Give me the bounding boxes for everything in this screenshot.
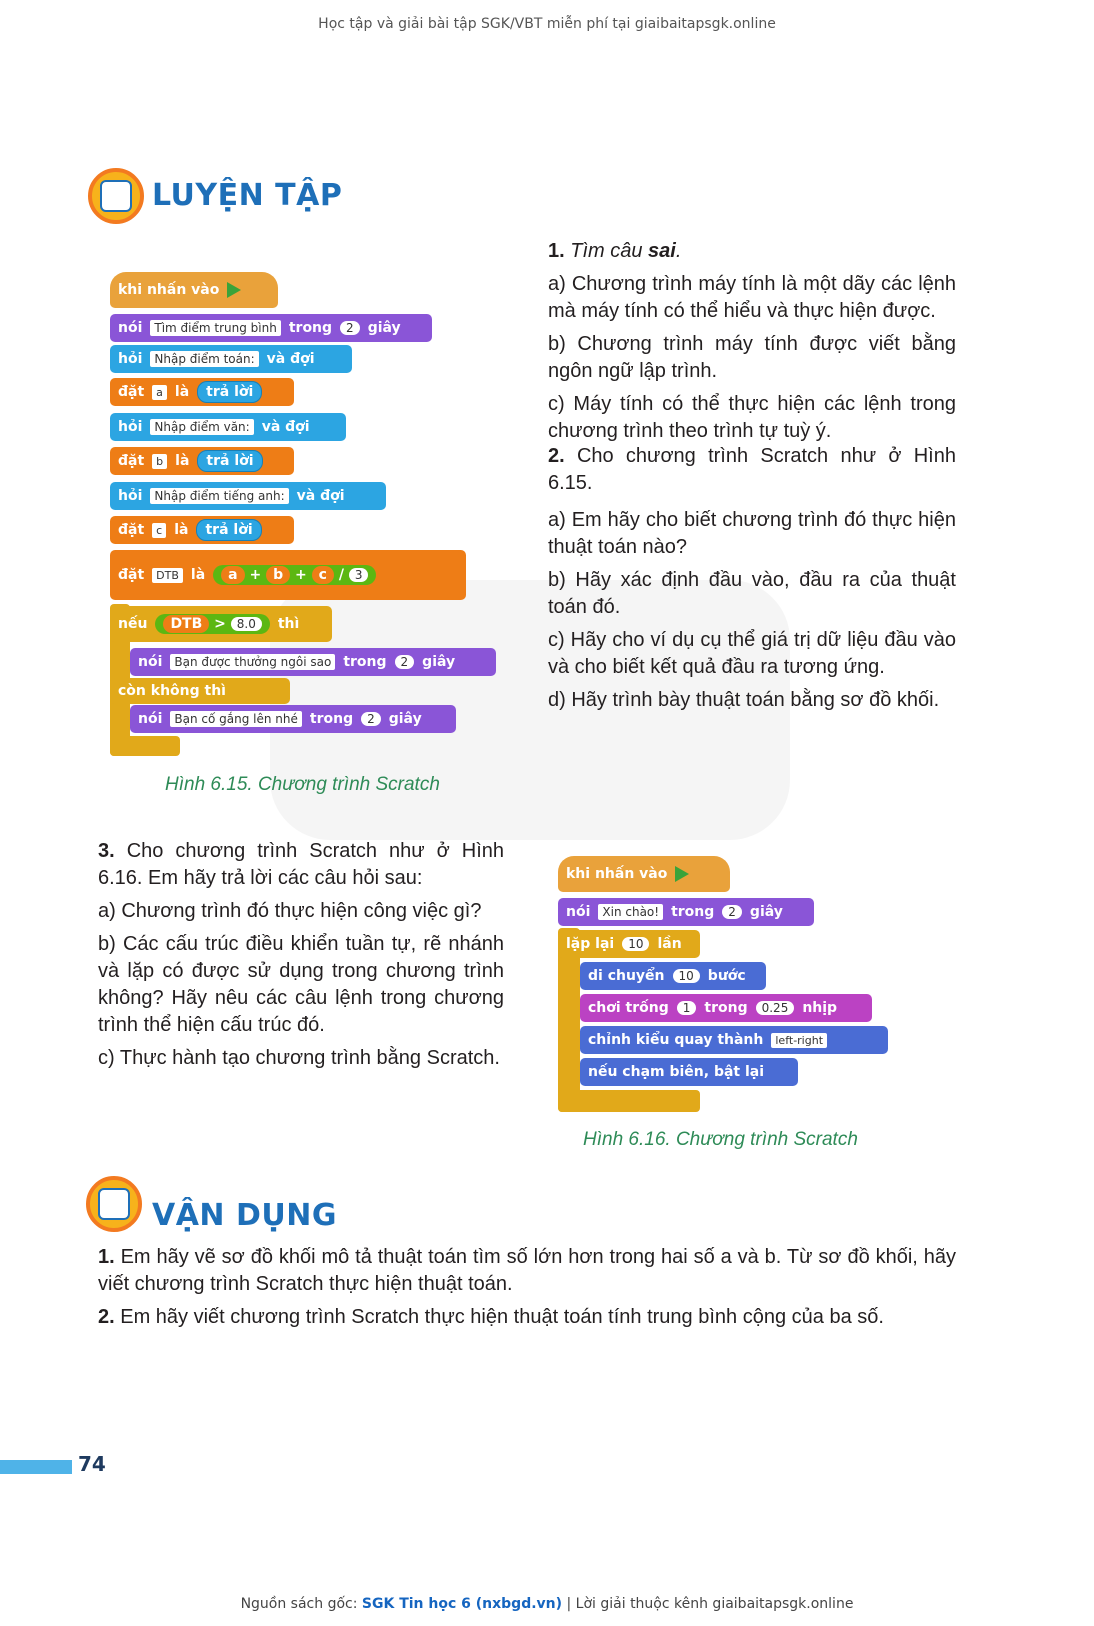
- rotation-style-block: chỉnh kiểu quay thành left-right: [580, 1026, 888, 1054]
- question-3: 3. Cho chương trình Scratch như ở Hình 6.16. Em hãy trả lời các câu hỏi sau: a) Chương trình đó thực hiện công việc gì? b) Các cấu trúc điều khiển tuần tự, rẽ nhánh và lặp có được sử dụng trong chương trình không? Hãy nêu các câu lệnh trong chương trình thể hiện cấu trúc đó. c) Thực hành tạo chương trình bằng Scratch.: [98, 840, 504, 1069]
- else-label: còn không thì: [110, 678, 290, 704]
- set-block: đặt b là trả lời: [110, 447, 294, 475]
- repeat-bottom: [558, 1090, 700, 1112]
- drum-block: chơi trống 1 trong 0.25 nhịp: [580, 994, 872, 1022]
- application-questions: 1. Em hãy vẽ sơ đồ khối mô tả thuật toán tìm số lớn hơn trong hai số a và b. Từ sơ đồ khối, hãy viết chương trình Scratch thực hiện thuật toán. 2. Em hãy viết chương trình Scratch thực hiện thuật toán tính trung bình cộng của ba số.: [98, 1246, 956, 1328]
- hat-block: khi nhấn vào: [110, 272, 278, 308]
- if-else-bottom: [110, 736, 180, 756]
- practice-title: LUYỆN TẬP: [152, 178, 343, 213]
- green-flag-icon: [227, 282, 241, 298]
- set-block: đặt c là trả lời: [110, 516, 294, 544]
- move-block: di chuyển 10 bước: [580, 962, 766, 990]
- repeat-block: lặp lại 10 lần: [558, 930, 700, 958]
- if-block: nếu DTB > 8.0 thì: [110, 606, 332, 642]
- say-block: nói Bạn được thưởng ngôi sao trong 2 giây: [130, 648, 496, 676]
- page-number: 74: [78, 1452, 106, 1476]
- application-icon: [86, 1176, 142, 1232]
- header-note: Học tập và giải bài tập SGK/VBT miễn phí tại giaibaitapsgk.online: [318, 16, 776, 32]
- question-1: 1. Tìm câu sai. a) Chương trình máy tính là một dãy các lệnh mà máy tính có thể hiểu và thực hiện được. b) Chương trình máy tính được viết bằng ngôn ngữ lập trình. c) Máy tính có thể thực hiện các lệnh trong chương trình theo trình tự tuỳ ý.: [548, 240, 956, 442]
- figure-caption: Hình 6.16. Chương trình Scratch: [583, 1129, 858, 1150]
- ask-block: hỏi Nhập điểm tiếng anh: và đợi: [110, 482, 386, 510]
- practice-icon: [88, 168, 144, 224]
- hat-block: khi nhấn vào: [558, 856, 730, 892]
- bounce-block: nếu chạm biên, bật lại: [580, 1058, 798, 1086]
- ask-block: hỏi Nhập điểm văn: và đợi: [110, 413, 346, 441]
- green-flag-icon: [675, 866, 689, 882]
- say-block: nói Tìm điểm trung bình trong 2 giây: [110, 314, 432, 342]
- say-block: nói Xin chào! trong 2 giây: [558, 898, 814, 926]
- figure-caption: Hình 6.15. Chương trình Scratch: [165, 774, 440, 795]
- say-block: nói Bạn cố gắng lên nhé trong 2 giây: [130, 705, 456, 733]
- set-block: đặt DTB là a + b + c / 3: [110, 550, 466, 600]
- page-number-bar: [0, 1460, 72, 1474]
- footer-note: Nguồn sách gốc: SGK Tin học 6 (nxbgd.vn) | Lời giải thuộc kênh giaibaitapsgk.online: [240, 1596, 854, 1612]
- set-block: đặt a là trả lời: [110, 378, 294, 406]
- question-2: 2. Cho chương trình Scratch như ở Hình 6.15. a) Em hãy cho biết chương trình đó thực hiện thuật toán nào? b) Hãy xác định đầu vào, đầu ra của thuật toán đó. c) Hãy cho ví dụ cụ thể giá trị dữ liệu đầu vào và cho biết kết quả đầu ra tương ứng. d) Hãy trình bày thuật toán bằng sơ đồ khối.: [548, 445, 956, 711]
- application-title: VẬN DỤNG: [152, 1198, 337, 1233]
- ask-block: hỏi Nhập điểm toán: và đợi: [110, 345, 352, 373]
